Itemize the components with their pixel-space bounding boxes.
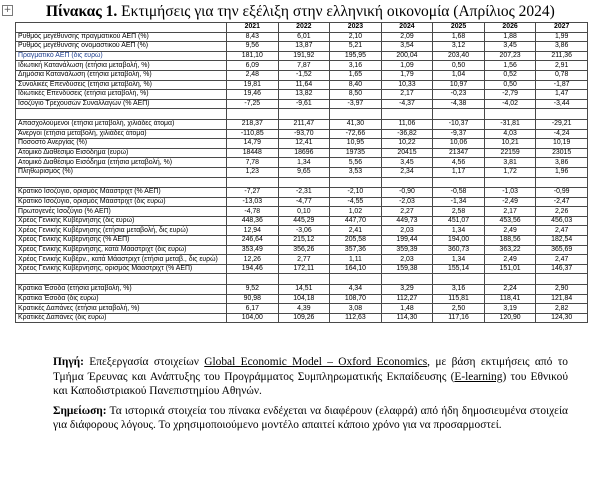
value-cell: 14,51: [278, 285, 330, 295]
value-cell: -4,38: [433, 99, 485, 109]
value-cell: 3,86: [536, 42, 588, 52]
value-cell: 121,84: [536, 294, 588, 304]
table-row: [16, 61, 588, 71]
value-cell: 195,95: [330, 51, 382, 61]
value-cell: 2,09: [381, 32, 433, 42]
value-cell: 199,44: [381, 236, 433, 246]
value-cell: -0,90: [381, 188, 433, 198]
row-label: Κρατικές Δαπάνες (ετήσια μεταβολή, %): [16, 304, 227, 314]
empty-cell: [16, 177, 227, 188]
value-cell: 10,21: [484, 139, 536, 149]
value-cell: 353,49: [227, 245, 279, 255]
empty-cell: [536, 274, 588, 285]
empty-cell: [16, 109, 227, 120]
row-label: Χρέος Γενικής Κυβέρνησης (δις ευρώ): [16, 216, 227, 226]
value-cell: 2,90: [536, 285, 588, 295]
value-cell: -13,03: [227, 197, 279, 207]
table-row: [16, 304, 588, 314]
row-label: Δημόσια Κατανάλωση (ετήσια μεταβολή, %): [16, 70, 227, 80]
value-cell: 104,00: [227, 313, 279, 323]
value-cell: 12,94: [227, 226, 279, 236]
year-header: 2027: [536, 23, 588, 33]
value-cell: 2,47: [536, 226, 588, 236]
value-cell: 1,09: [381, 61, 433, 71]
value-cell: 359,39: [381, 245, 433, 255]
value-cell: -9,37: [433, 129, 485, 139]
empty-cell: [536, 109, 588, 120]
table-row: [16, 197, 588, 207]
value-cell: -0,58: [433, 188, 485, 198]
empty-cell: [484, 177, 536, 188]
value-cell: -2,79: [484, 90, 536, 100]
value-cell: 10,19: [536, 139, 588, 149]
value-cell: 3,16: [330, 61, 382, 71]
row-label: Ατομικό Διαθέσιμο Εισόδημα (ετήσια μεταβολή, %): [16, 158, 227, 168]
row-label: Πρωτογενές Ισοζύγιο (% ΑΕΠ): [16, 207, 227, 217]
row-label: Ρυθμός μεγέθυνσης πραγματικού ΑΕΠ (%): [16, 32, 227, 42]
source-model-link[interactable]: Global Economic Model – Oxford Economics: [204, 356, 428, 368]
table-row: [16, 245, 588, 255]
value-cell: -36,82: [381, 129, 433, 139]
table-row: [16, 80, 588, 90]
empty-cell: [433, 274, 485, 285]
value-cell: -2,47: [536, 197, 588, 207]
row-label: Ποσοστό Ανεργίας (%): [16, 139, 227, 149]
value-cell: 21347: [433, 148, 485, 158]
source-text: Επεξεργασία στοιχείων: [83, 356, 205, 368]
note-text: Τα ιστορικά στοιχεία του πίνακα ενδέχεται να διαφέρουν (ελαφρά) από ήδη δημοσιευμένα στοιχεία για διάφορους λόγους. Το χρησιμοποιούμενο μοντέλο απαιτεί κάποιο χρόνο για να προσαρμοστεί.: [53, 404, 568, 432]
value-cell: 4,39: [278, 304, 330, 314]
value-cell: -1,34: [433, 197, 485, 207]
value-cell: 2,10: [330, 32, 382, 42]
table-row: [16, 158, 588, 168]
empty-cell: [227, 177, 279, 188]
table-row: [16, 188, 588, 198]
empty-cell: [16, 274, 227, 285]
value-cell: 3,19: [484, 304, 536, 314]
value-cell: 1,47: [536, 90, 588, 100]
value-cell: 4,03: [484, 129, 536, 139]
row-label: Χρέος Γενικής Κυβέρνησης, κατά Μάαστριχτ (δις ευρώ): [16, 245, 227, 255]
table-row: [16, 32, 588, 42]
value-cell: 1,56: [484, 61, 536, 71]
value-cell: 191,92: [278, 51, 330, 61]
value-cell: 114,30: [381, 313, 433, 323]
value-cell: 14,79: [227, 139, 279, 149]
value-cell: -3,97: [330, 99, 382, 109]
spacer-row: [16, 274, 588, 285]
table-row: [16, 167, 588, 177]
empty-cell: [227, 109, 279, 120]
value-cell: 0,50: [433, 61, 485, 71]
value-cell: 155,14: [433, 264, 485, 274]
table-row: [16, 70, 588, 80]
value-cell: 1,48: [381, 304, 433, 314]
table-title-text: Εκτιμήσεις για την εξέλιξη στην ελληνική οικονομία (Απρίλιος 2024): [117, 3, 555, 20]
value-cell: 2,91: [536, 61, 588, 71]
value-cell: 4,56: [433, 158, 485, 168]
table-row: [16, 294, 588, 304]
source-label: Πηγή:: [53, 356, 84, 368]
value-cell: -4,02: [484, 99, 536, 109]
table-move-handle-icon[interactable]: +: [3, 5, 12, 15]
value-cell: 22159: [484, 148, 536, 158]
value-cell: -110,85: [227, 129, 279, 139]
value-cell: 2,50: [433, 304, 485, 314]
value-cell: -2,03: [381, 197, 433, 207]
table-title: [46, 3, 555, 21]
row-label: Πραγματικό ΑΕΠ (δις ευρώ): [16, 51, 227, 61]
row-label: Χρέος Γενικής Κυβέρνησης, ορισμός Μάαστριχτ (% ΑΕΠ): [16, 264, 227, 274]
value-cell: 9,52: [227, 285, 279, 295]
value-cell: 211,47: [278, 119, 330, 129]
value-cell: 1,99: [536, 32, 588, 42]
value-cell: 188,56: [484, 236, 536, 246]
table-row: [16, 148, 588, 158]
value-cell: 0,78: [536, 70, 588, 80]
row-label: Ιδιωτική Κατανάλωση (ετήσια μεταβολή, %): [16, 61, 227, 71]
empty-cell: [278, 274, 330, 285]
value-cell: 19,46: [227, 90, 279, 100]
value-cell: -1,52: [278, 70, 330, 80]
value-cell: 108,70: [330, 294, 382, 304]
empty-cell: [330, 274, 382, 285]
value-cell: 164,10: [330, 264, 382, 274]
value-cell: 90,98: [227, 294, 279, 304]
value-cell: 159,38: [381, 264, 433, 274]
value-cell: 6,09: [227, 61, 279, 71]
table-row: [16, 285, 588, 295]
row-label: Συνολικές Επενδύσεις (ετήσια μεταβολή, %): [16, 80, 227, 90]
table-row: [16, 99, 588, 109]
row-label: Άνεργοι (ετήσια μεταβολή, χιλιάδες άτομα): [16, 129, 227, 139]
year-header: 2026: [484, 23, 536, 33]
value-cell: 18448: [227, 148, 279, 158]
row-label: Κρατικές Δαπάνες (δις ευρώ): [16, 313, 227, 323]
value-cell: 356,26: [278, 245, 330, 255]
value-cell: 445,29: [278, 216, 330, 226]
value-cell: 2,77: [278, 255, 330, 265]
value-cell: 3,16: [433, 285, 485, 295]
value-cell: -0,23: [433, 90, 485, 100]
value-cell: 124,30: [536, 313, 588, 323]
value-cell: 112,27: [381, 294, 433, 304]
table-row: [16, 139, 588, 149]
value-cell: -4,77: [278, 197, 330, 207]
empty-cell: [381, 109, 433, 120]
note-label: Σημείωση:: [53, 404, 107, 417]
value-cell: 2,49: [484, 226, 536, 236]
table-row: [16, 236, 588, 246]
value-cell: 151,01: [484, 264, 536, 274]
value-cell: 3,45: [484, 42, 536, 52]
value-cell: 2,47: [536, 255, 588, 265]
value-cell: 7,87: [278, 61, 330, 71]
value-cell: -4,24: [536, 129, 588, 139]
spacer-row: [16, 177, 588, 188]
value-cell: 3,53: [330, 167, 382, 177]
spacer-row: [16, 109, 588, 120]
value-cell: 12,26: [227, 255, 279, 265]
value-cell: 2,48: [227, 70, 279, 80]
value-cell: 9,56: [227, 42, 279, 52]
value-cell: 12,41: [278, 139, 330, 149]
value-cell: 117,16: [433, 313, 485, 323]
value-cell: 2,26: [536, 207, 588, 217]
value-cell: 104,18: [278, 294, 330, 304]
row-label: Πληθωρισμός (%): [16, 167, 227, 177]
table-title-number: Πίνακας 1.: [46, 3, 118, 20]
value-cell: 1,11: [330, 255, 382, 265]
source-elearning-link[interactable]: E-learning: [454, 370, 503, 383]
value-cell: 5,56: [330, 158, 382, 168]
value-cell: 363,22: [484, 245, 536, 255]
table-row: [16, 264, 588, 274]
empty-cell: [433, 177, 485, 188]
value-cell: 2,17: [381, 90, 433, 100]
value-cell: 360,73: [433, 245, 485, 255]
value-cell: 2,03: [381, 255, 433, 265]
year-header: 2024: [381, 23, 433, 33]
value-cell: -3,44: [536, 99, 588, 109]
source-text-end: ) του Εθνικού και Καποδιστριακού Πανεπιστημίου Αθηνών.: [53, 370, 568, 398]
notes-section: [53, 355, 568, 438]
row-label: Ατομικό Διαθέσιμο Εισόδημα (ευρώ): [16, 148, 227, 158]
value-cell: 0,10: [278, 207, 330, 217]
source-paragraph: [53, 355, 568, 399]
value-cell: 11,64: [278, 80, 330, 90]
table-row: [16, 51, 588, 61]
value-cell: 112,63: [330, 313, 382, 323]
value-cell: -2,10: [330, 188, 382, 198]
year-header: 2025: [433, 23, 485, 33]
value-cell: 0,50: [484, 80, 536, 90]
empty-cell: [381, 177, 433, 188]
value-cell: 115,81: [433, 294, 485, 304]
row-label: Ιδιωτικές Επενδύσεις (ετήσια μεταβολή, %): [16, 90, 227, 100]
value-cell: 7,78: [227, 158, 279, 168]
value-cell: 172,11: [278, 264, 330, 274]
value-cell: -4,55: [330, 197, 382, 207]
value-cell: 1,72: [484, 167, 536, 177]
value-cell: 207,23: [484, 51, 536, 61]
value-cell: 365,69: [536, 245, 588, 255]
value-cell: 3,29: [381, 285, 433, 295]
value-cell: 8,50: [330, 90, 382, 100]
row-label: Χρέος Γενικής Κυβέρν., κατά Μάαστριχτ (ετήσια μεταβ., δις ευρώ): [16, 255, 227, 265]
year-header: 2022: [278, 23, 330, 33]
value-cell: 1,04: [433, 70, 485, 80]
value-cell: 3,54: [381, 42, 433, 52]
value-cell: 6,17: [227, 304, 279, 314]
table-row: [16, 255, 588, 265]
value-cell: 9,65: [278, 167, 330, 177]
value-cell: 218,37: [227, 119, 279, 129]
value-cell: 118,41: [484, 294, 536, 304]
forecast-table: [15, 22, 588, 323]
value-cell: 3,45: [381, 158, 433, 168]
value-cell: 10,95: [330, 139, 382, 149]
value-cell: 146,37: [536, 264, 588, 274]
value-cell: 205,58: [330, 236, 382, 246]
value-cell: 453,56: [484, 216, 536, 226]
value-cell: -3,06: [278, 226, 330, 236]
table-row: [16, 313, 588, 323]
value-cell: 3,86: [536, 158, 588, 168]
value-cell: 1,65: [330, 70, 382, 80]
value-cell: 6,01: [278, 32, 330, 42]
value-cell: -93,70: [278, 129, 330, 139]
value-cell: 1,34: [433, 226, 485, 236]
value-cell: 215,12: [278, 236, 330, 246]
value-cell: 456,03: [536, 216, 588, 226]
value-cell: 11,06: [381, 119, 433, 129]
value-cell: -0,99: [536, 188, 588, 198]
value-cell: 1,23: [227, 167, 279, 177]
row-label: Χρέος Γενικής Κυβέρνησης (ετήσια μεταβολή, δις ευρώ): [16, 226, 227, 236]
value-cell: -72,66: [330, 129, 382, 139]
value-cell: 2,82: [536, 304, 588, 314]
value-cell: 1,34: [433, 255, 485, 265]
value-cell: -7,25: [227, 99, 279, 109]
row-label: Χρέος Γενικής Κυβέρνησης (% ΑΕΠ): [16, 236, 227, 246]
value-cell: 1,79: [381, 70, 433, 80]
value-cell: 2,34: [381, 167, 433, 177]
value-cell: 10,33: [381, 80, 433, 90]
value-cell: 10,22: [381, 139, 433, 149]
value-cell: 2,27: [381, 207, 433, 217]
value-cell: 109,26: [278, 313, 330, 323]
empty-cell: [330, 177, 382, 188]
value-cell: 2,03: [381, 226, 433, 236]
empty-cell: [227, 274, 279, 285]
year-header: 2023: [330, 23, 382, 33]
value-cell: 203,40: [433, 51, 485, 61]
table-header-row: [16, 23, 588, 33]
row-label: Ισοζύγιο Τρεχουσών Συναλλαγών (% ΑΕΠ): [16, 99, 227, 109]
value-cell: 1,96: [536, 167, 588, 177]
value-cell: 194,00: [433, 236, 485, 246]
table-row: [16, 216, 588, 226]
value-cell: 1,02: [330, 207, 382, 217]
empty-cell: [433, 109, 485, 120]
value-cell: -1,87: [536, 80, 588, 90]
value-cell: 19735: [330, 148, 382, 158]
table-row: [16, 226, 588, 236]
value-cell: -1,03: [484, 188, 536, 198]
value-cell: 2,17: [484, 207, 536, 217]
empty-cell: [536, 177, 588, 188]
table-row: [16, 42, 588, 52]
source-text-continued: , με βάση εκτιμήσεις από το Τμήμα Έρευνας και Ανάπτυξης του Προγράμματος Συμπληρωματικής Εκπαίδευσης (: [53, 356, 568, 383]
value-cell: 120,90: [484, 313, 536, 323]
value-cell: 357,36: [330, 245, 382, 255]
value-cell: 1,68: [433, 32, 485, 42]
value-cell: -4,78: [227, 207, 279, 217]
row-label: Κρατικά Έσοδα (δις ευρώ): [16, 294, 227, 304]
table-body: [16, 32, 588, 323]
value-cell: 181,10: [227, 51, 279, 61]
table-row: [16, 90, 588, 100]
value-cell: -2,31: [278, 188, 330, 198]
year-header: 2021: [227, 23, 279, 33]
value-cell: 451,07: [433, 216, 485, 226]
value-cell: 1,34: [278, 158, 330, 168]
empty-cell: [278, 109, 330, 120]
note-paragraph: [53, 404, 568, 433]
value-cell: 447,70: [330, 216, 382, 226]
value-cell: 20415: [381, 148, 433, 158]
value-cell: 0,52: [484, 70, 536, 80]
value-cell: 8,43: [227, 32, 279, 42]
value-cell: -10,37: [433, 119, 485, 129]
value-cell: 449,73: [381, 216, 433, 226]
value-cell: 1,17: [433, 167, 485, 177]
value-cell: 10,97: [433, 80, 485, 90]
value-cell: -9,61: [278, 99, 330, 109]
value-cell: 2,49: [484, 255, 536, 265]
value-cell: 13,87: [278, 42, 330, 52]
value-cell: 211,36: [536, 51, 588, 61]
value-cell: 23015: [536, 148, 588, 158]
value-cell: 18696: [278, 148, 330, 158]
value-cell: 41,30: [330, 119, 382, 129]
value-cell: 2,58: [433, 207, 485, 217]
table-row: [16, 207, 588, 217]
row-label: Κρατικό Ισοζύγιο, ορισμός Μάαστριχτ (% ΑΕΠ): [16, 188, 227, 198]
row-label: Ρυθμός μεγέθυνσης ονομαστικού ΑΕΠ (%): [16, 42, 227, 52]
empty-cell: [484, 274, 536, 285]
row-label: Κρατικά Έσοδα (ετήσια μεταβολή, %): [16, 285, 227, 295]
table-row: [16, 129, 588, 139]
value-cell: 3,08: [330, 304, 382, 314]
row-label: Κρατικό Ισοζύγιο, ορισμός Μάαστριχτ (δις ευρώ): [16, 197, 227, 207]
value-cell: 2,24: [484, 285, 536, 295]
value-cell: 194,46: [227, 264, 279, 274]
empty-cell: [381, 274, 433, 285]
value-cell: 246,64: [227, 236, 279, 246]
value-cell: 5,21: [330, 42, 382, 52]
value-cell: -4,37: [381, 99, 433, 109]
value-cell: 200,04: [381, 51, 433, 61]
value-cell: 13,82: [278, 90, 330, 100]
value-cell: 19,81: [227, 80, 279, 90]
empty-cell: [278, 177, 330, 188]
value-cell: 448,36: [227, 216, 279, 226]
table-row: [16, 119, 588, 129]
empty-cell: [484, 109, 536, 120]
value-cell: 2,41: [330, 226, 382, 236]
value-cell: -31,81: [484, 119, 536, 129]
value-cell: -2,49: [484, 197, 536, 207]
value-cell: 1,88: [484, 32, 536, 42]
value-cell: -7,27: [227, 188, 279, 198]
empty-cell: [330, 109, 382, 120]
header-corner-cell: [16, 23, 227, 33]
value-cell: 3,12: [433, 42, 485, 52]
value-cell: 182,54: [536, 236, 588, 246]
value-cell: 4,34: [330, 285, 382, 295]
value-cell: 8,40: [330, 80, 382, 90]
row-label: Απασχολούμενοι (ετήσια μεταβολή, χιλιάδες άτομα): [16, 119, 227, 129]
value-cell: 10,06: [433, 139, 485, 149]
value-cell: -29,21: [536, 119, 588, 129]
value-cell: 3,81: [484, 158, 536, 168]
